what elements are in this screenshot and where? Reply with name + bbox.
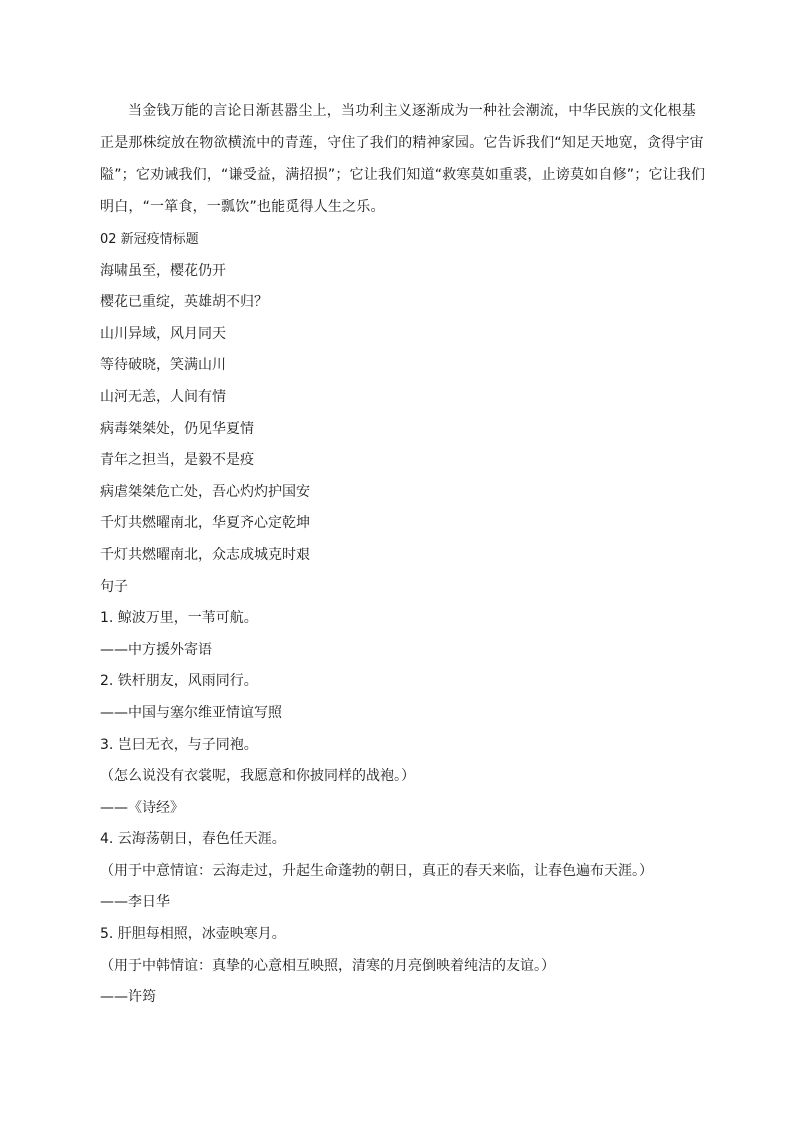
title-item: 千灯共燃曜南北，众志成城克时艰 bbox=[100, 546, 310, 563]
sentence-note: （用于中意情谊：云海走过，升起生命蓬勃的朝日，真正的春天来临，让春色遍布天涯。） bbox=[100, 862, 653, 879]
sentence-line: 4. 云海荡朝日，春色任天涯。 bbox=[100, 831, 286, 848]
title-item: 山川异域，风月同天 bbox=[100, 325, 226, 342]
sentence-source: ——许筠 bbox=[100, 989, 156, 1006]
sentence-note: （用于中韩情谊：真挚的心意相互映照，清寒的月亮倒映着纯洁的友谊。） bbox=[100, 957, 555, 974]
title-item: 病毒桀桀处，仍见华夏情 bbox=[100, 420, 254, 437]
sentence-note: （怎么说没有衣裳呢，我愿意和你披同样的战袍。） bbox=[100, 768, 415, 785]
sentence-source: ——《诗经》 bbox=[100, 799, 184, 816]
title-item: 青年之担当，是毅不是疫 bbox=[100, 452, 254, 469]
sentence-source: ——中国与塞尔维亚情谊写照 bbox=[100, 704, 282, 721]
intro-paragraph bbox=[100, 95, 706, 223]
intro-paragraph-text: 当金钱万能的言论日渐甚嚣尘上，当功利主义逐渐成为一种社会潮流，中华民族的文化根基正是那株绽放在物欲横流中的青莲，守住了我们的精神家园。它告诉我们“知足天地宽，贪得宇宙隘”；它劝诫我们，“谦受益，满招损”；它让我们知道“救寒莫如重裘，止谤莫如自修”；它让我们明白，“一箪食，一瓢饮”也能觅得人生之乐。 bbox=[100, 103, 706, 215]
title-item: 千灯共燃曜南北，华夏齐心定乾坤 bbox=[100, 515, 310, 532]
sentence-source: ——中方援外寄语 bbox=[100, 641, 212, 658]
title-item: 病虐桀桀危亡处，吾心灼灼护国安 bbox=[100, 483, 310, 500]
content-lines bbox=[100, 224, 720, 1014]
sentences-heading: 句子 bbox=[100, 578, 128, 595]
title-item: 樱花已重绽，英雄胡不归？ bbox=[100, 294, 268, 311]
title-item: 海啸虽至，樱花仍开 bbox=[100, 262, 226, 279]
sentence-line: 1. 鲸波万里，一苇可航。 bbox=[100, 610, 258, 627]
title-item: 等待破晓，笑满山川 bbox=[100, 357, 226, 374]
sentence-line: 3. 岂曰无衣，与子同袍。 bbox=[100, 736, 258, 753]
sentence-line: 2. 铁杆朋友，风雨同行。 bbox=[100, 673, 258, 690]
title-item: 山河无恙，人间有情 bbox=[100, 388, 226, 405]
section-heading: 02 新冠疫情标题 bbox=[100, 232, 199, 247]
sentence-line: 5. 肝胆每相照，冰壶映寒月。 bbox=[100, 926, 286, 943]
sentence-source: ——李日华 bbox=[100, 894, 170, 911]
